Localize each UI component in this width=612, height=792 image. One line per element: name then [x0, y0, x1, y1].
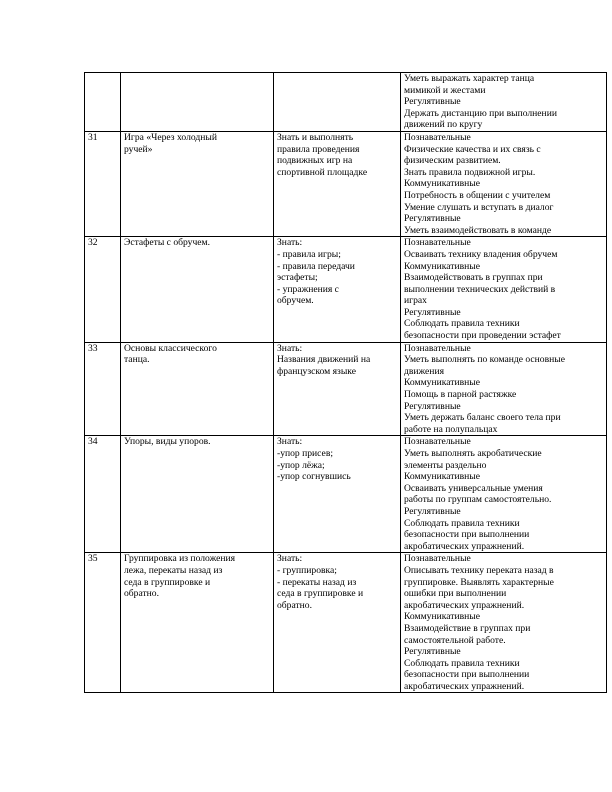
- lesson-topic-cell: [121, 131, 274, 236]
- learning-action-line: Знать правила подвижной игры.: [404, 166, 536, 178]
- learning-action-line: Уметь взаимодействовать в команде: [404, 224, 552, 236]
- learning-action-line: безопасности при проведении эстафет: [404, 330, 561, 342]
- topic-line: Основы классического: [124, 342, 217, 354]
- learning-action-line: безопасности при выполнении: [404, 669, 530, 681]
- lesson-number-cell: 32: [85, 237, 121, 342]
- knowledge-line: спортивной площадке: [277, 166, 368, 178]
- learning-action-line: Регулятивные: [404, 400, 461, 412]
- knowledge-line: Знать:: [277, 553, 303, 565]
- lesson-number-cell: 35: [85, 553, 121, 693]
- learning-action-line: выполнении технических действий в: [404, 283, 556, 295]
- table-row: [85, 342, 607, 436]
- knowledge-line: - группировка;: [277, 564, 337, 576]
- knowledge-line: Знать:: [277, 237, 303, 249]
- knowledge-line: правила проведения: [277, 143, 360, 155]
- knowledge-line: седа в группировке и: [277, 588, 364, 600]
- lesson-topic-cell: [121, 342, 274, 436]
- knowledge-line: Знать:: [277, 436, 303, 448]
- learning-action-line: Регулятивные: [404, 646, 461, 658]
- knowledge-line: -упор присев;: [277, 448, 334, 459]
- knowledge-line: - упражнения с: [277, 283, 339, 295]
- topic-line: обратно.: [124, 588, 160, 600]
- knowledge-line: Названия движений на: [277, 354, 371, 366]
- learning-action-line: Регулятивные: [404, 306, 461, 318]
- learning-actions-cell: [401, 237, 607, 342]
- knowledge-cell: [274, 131, 401, 236]
- topic-line: седа в группировке и: [124, 576, 211, 588]
- learning-action-line: Регулятивные: [404, 213, 461, 225]
- learning-action-line: Коммуникативные: [404, 377, 480, 389]
- topic-line: ручей»: [124, 143, 153, 155]
- knowledge-line: обручем.: [277, 295, 314, 307]
- learning-action-line: безопасности при выполнении: [404, 529, 530, 541]
- knowledge-line: -упор лёжа;: [277, 459, 325, 471]
- learning-action-line: Регулятивные: [404, 96, 461, 108]
- lesson-number-cell: 31: [85, 131, 121, 236]
- topic-line: Эстафеты с обручем.: [124, 237, 211, 249]
- learning-action-line: Уметь держать баланс своего тела при: [404, 412, 561, 424]
- learning-action-line: ошибки при выполнении: [404, 588, 507, 600]
- learning-action-line: Уметь выполнять акробатические: [404, 448, 542, 459]
- topic-line: лежа, перекаты назад из: [124, 564, 223, 576]
- learning-action-line: Познавательные: [404, 553, 471, 565]
- lesson-topic-cell: [121, 73, 274, 132]
- learning-action-line: Соблюдать правила техники: [404, 517, 520, 529]
- lessons-table: [84, 72, 607, 693]
- learning-action-line: Осваивать технику владения обручем: [404, 248, 558, 260]
- learning-action-line: Держать дистанцию при выполнении: [404, 107, 557, 119]
- learning-action-line: движений по кругу: [404, 119, 483, 131]
- learning-actions-cell: [401, 342, 607, 436]
- knowledge-line: - правила игры;: [277, 248, 341, 260]
- topic-line: танца.: [124, 354, 150, 366]
- table-row: [85, 131, 607, 236]
- lesson-topic-cell: [121, 436, 274, 553]
- learning-action-line: Познавательные: [404, 342, 471, 354]
- lesson-topic-cell: [121, 553, 274, 693]
- topic-line: Упоры, виды упоров.: [124, 436, 211, 448]
- knowledge-line: обратно.: [277, 599, 313, 611]
- learning-action-line: Взаимодействие в группах при: [404, 622, 531, 634]
- learning-action-line: работы по группам самостоятельно.: [404, 494, 552, 506]
- learning-action-line: Коммуникативные: [404, 178, 480, 190]
- knowledge-line: подвижных игр на: [277, 155, 353, 167]
- table-body: [85, 73, 607, 693]
- knowledge-line: Знать и выполнять: [277, 131, 354, 143]
- learning-action-line: работе на полупальцах: [404, 423, 498, 435]
- learning-action-line: Коммуникативные: [404, 260, 480, 272]
- learning-action-line: Физические качества и их связь с: [404, 143, 541, 155]
- learning-action-line: Познавательные: [404, 237, 471, 249]
- learning-action-line: физическим развитием.: [404, 155, 501, 167]
- learning-action-line: Познавательные: [404, 131, 471, 143]
- knowledge-line: - правила передачи: [277, 260, 355, 272]
- learning-action-line: Коммуникативные: [404, 471, 480, 483]
- knowledge-cell: [274, 237, 401, 342]
- learning-action-line: самостоятельной работе.: [404, 634, 506, 646]
- learning-actions-cell: [401, 436, 607, 553]
- learning-action-line: Познавательные: [404, 436, 471, 448]
- lesson-number-cell: 34: [85, 436, 121, 553]
- knowledge-cell: [274, 553, 401, 693]
- learning-action-line: Взаимодействовать в группах при: [404, 272, 543, 284]
- learning-action-line: Осваивать универсальные умения: [404, 482, 543, 494]
- learning-actions-cell: [401, 131, 607, 236]
- learning-action-line: Умение слушать и вступать в диалог: [404, 201, 554, 213]
- knowledge-cell: [274, 342, 401, 436]
- table-row: [85, 237, 607, 342]
- learning-action-line: Соблюдать правила техники: [404, 318, 520, 330]
- learning-action-line: Соблюдать правила техники: [404, 657, 520, 669]
- learning-action-line: мимикой и жестами: [404, 84, 486, 96]
- learning-action-line: акробатических упражнений.: [404, 599, 525, 611]
- knowledge-cell: [274, 73, 401, 132]
- lesson-number-cell: 33: [85, 342, 121, 436]
- topic-line: Игра «Через холодный: [124, 131, 217, 143]
- knowledge-line: -упор согнувшись: [277, 471, 351, 483]
- lesson-number-cell: [85, 73, 121, 132]
- learning-action-line: движения: [404, 365, 444, 377]
- learning-action-line: элементы раздельно: [404, 459, 487, 471]
- learning-action-line: группировке. Выявлять характерные: [404, 576, 554, 588]
- knowledge-line: эстафеты;: [277, 272, 318, 284]
- learning-action-line: Описывать технику переката назад в: [404, 564, 554, 576]
- topic-line: Группировка из положения: [124, 553, 236, 565]
- learning-action-line: Коммуникативные: [404, 611, 480, 623]
- knowledge-line: - перекаты назад из: [277, 576, 357, 588]
- learning-actions-cell: [401, 73, 607, 132]
- learning-actions-cell: [401, 553, 607, 693]
- table-row: [85, 73, 607, 132]
- knowledge-line: Знать:: [277, 342, 303, 354]
- knowledge-line: французском языке: [277, 365, 356, 377]
- learning-action-line: акробатических упражнений.: [404, 540, 525, 552]
- learning-action-line: Помощь в парной растяжке: [404, 389, 517, 401]
- learning-action-line: акробатических упражнений.: [404, 680, 525, 692]
- learning-action-line: Уметь выполнять по команде основные: [404, 354, 565, 366]
- table-row: [85, 436, 607, 553]
- lesson-topic-cell: [121, 237, 274, 342]
- learning-action-line: Регулятивные: [404, 505, 461, 517]
- learning-action-line: Уметь выражать характер танца: [404, 73, 535, 84]
- knowledge-cell: [274, 436, 401, 553]
- learning-action-line: играх: [404, 295, 427, 307]
- learning-action-line: Потребность в общении с учителем: [404, 189, 551, 201]
- table-row: [85, 553, 607, 693]
